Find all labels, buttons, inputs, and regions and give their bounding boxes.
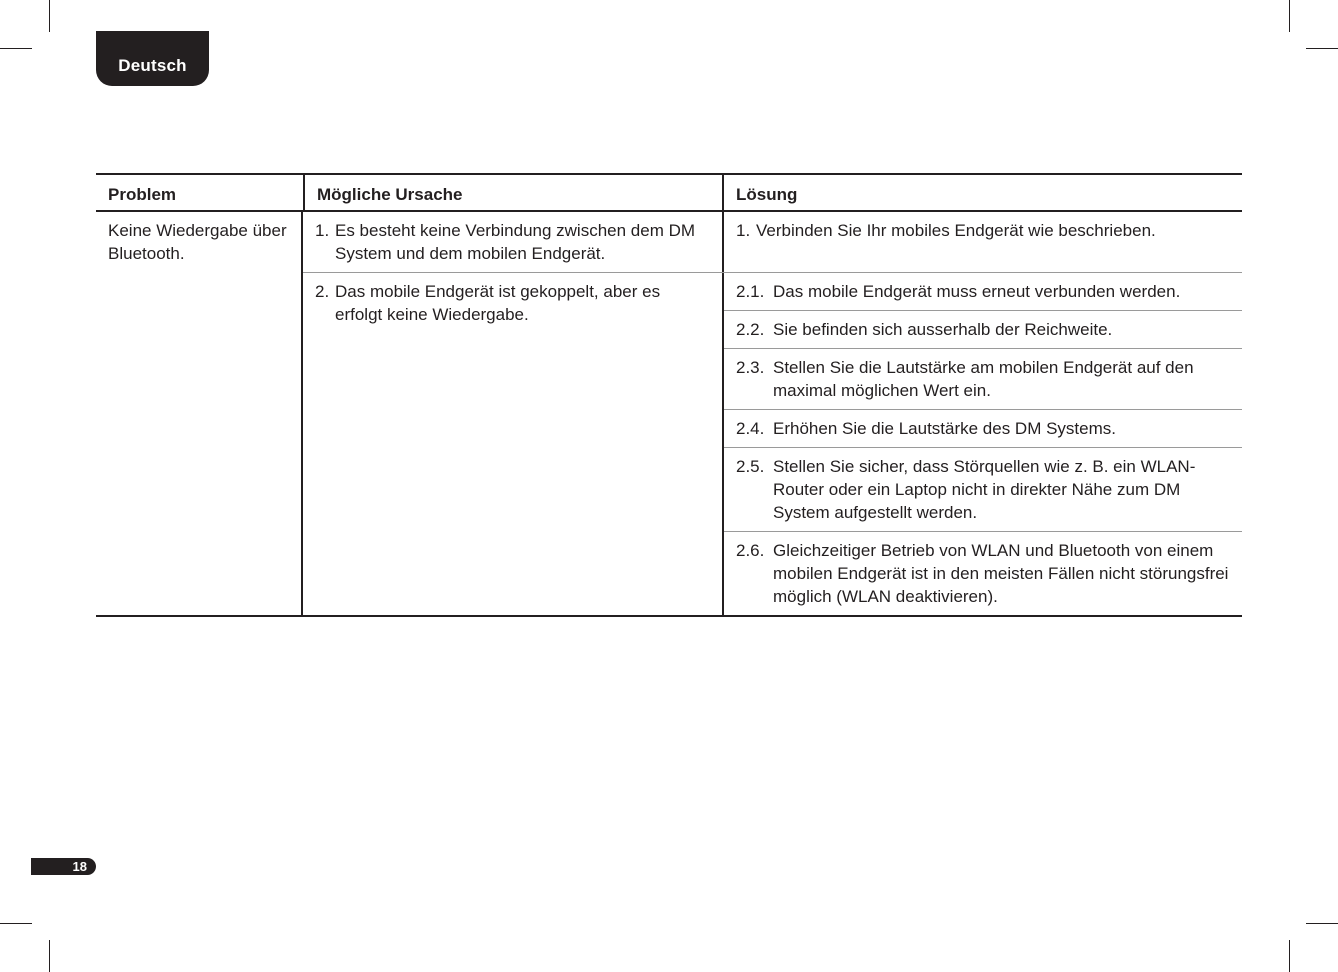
cause-cell	[303, 273, 722, 615]
crop-mark	[1306, 48, 1338, 49]
cause-cell	[303, 212, 722, 272]
solution-number: 2.2.	[736, 320, 765, 339]
cause-group	[303, 212, 1242, 273]
table-body	[96, 212, 1242, 615]
solution-number: 2.3.	[736, 358, 765, 377]
problem-cell: Keine Wiedergabe über Bluetooth.	[108, 221, 287, 263]
crop-mark	[0, 923, 32, 924]
cause-number: 2.	[315, 282, 330, 301]
language-tab: Deutsch	[96, 31, 209, 86]
solution-number: 2.5.	[736, 457, 765, 476]
cause-text: Das mobile Endgerät ist gekoppelt, aber es erfolgt keine Wiedergabe.	[335, 282, 661, 324]
header-problem: Problem	[108, 185, 177, 204]
solution-number: 1.	[736, 221, 751, 240]
cause-group	[303, 273, 1242, 615]
cause-text: Es besteht keine Verbindung zwischen dem DM System und dem mobilen Endgerät.	[335, 221, 696, 263]
solution-item	[724, 349, 1242, 410]
solution-number: 2.1.	[736, 282, 765, 301]
solution-text: Stellen Sie die Lautstärke am mobilen Endgerät auf den maximal möglichen Wert ein.	[773, 358, 1194, 400]
solution-item	[724, 532, 1242, 615]
solution-text: Das mobile Endgerät muss erneut verbunden werden.	[773, 282, 1181, 301]
solution-text: Verbinden Sie Ihr mobiles Endgerät wie beschrieben.	[756, 221, 1156, 240]
solution-text: Sie befinden sich ausserhalb der Reichweite.	[773, 320, 1113, 339]
crop-mark	[49, 940, 50, 972]
crop-mark	[1289, 940, 1290, 972]
solution-item	[724, 273, 1242, 311]
cause-solution-area	[301, 212, 1242, 615]
solution-item	[724, 311, 1242, 349]
troubleshooting-table	[96, 173, 1242, 617]
crop-mark	[49, 0, 50, 32]
solution-number: 2.6.	[736, 541, 765, 560]
solution-text: Erhöhen Sie die Lautstärke des DM Systems.	[773, 419, 1116, 438]
solution-text: Stellen Sie sicher, dass Störquellen wie z. B. ein WLAN-Router oder ein Laptop nicht in direkter Nähe zum DM System aufgestellt werden.	[773, 457, 1196, 522]
table-header-row	[96, 175, 1242, 212]
solution-number: 2.4.	[736, 419, 765, 438]
page-number: 18	[31, 858, 96, 875]
solution-list	[722, 273, 1242, 615]
solution-list	[722, 212, 1242, 272]
cause-number: 1.	[315, 221, 330, 240]
solution-item	[724, 212, 1242, 271]
solution-item	[724, 448, 1242, 532]
crop-mark	[1289, 0, 1290, 32]
crop-mark	[1306, 923, 1338, 924]
header-cause: Mögliche Ursache	[303, 175, 722, 210]
solution-item	[724, 410, 1242, 448]
crop-mark	[0, 48, 32, 49]
header-solution: Lösung	[722, 175, 1242, 210]
solution-text: Gleichzeitiger Betrieb von WLAN und Bluetooth von einem mobilen Endgerät ist in den meisten Fällen nicht störungsfrei möglich (WLAN deaktivieren).	[773, 541, 1229, 606]
